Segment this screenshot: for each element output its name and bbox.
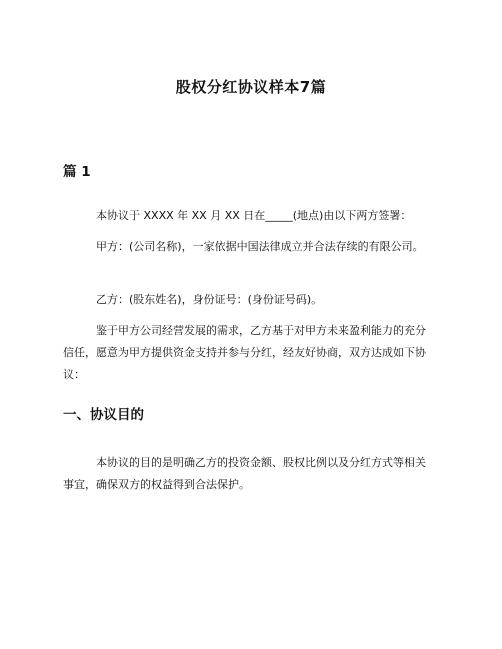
document-title: 股权分红协议样本7篇 [175, 78, 327, 96]
signing-paragraph: 本协议于 XXXX 年 XX 月 XX 日在_____(地点)由以下两方签署： [96, 209, 412, 222]
part-heading: 篇 1 [63, 164, 91, 180]
party-b-paragraph: 乙方：(股东姓名)，身份证号：(身份证号码)。 [96, 293, 323, 306]
party-a-paragraph: 甲方：(公司名称)，一家依据中国法律成立并合法存续的有限公司。 [96, 240, 424, 253]
section-heading-purpose: 一、协议目的 [63, 407, 144, 423]
preamble-paragraph: 鉴于甲方公司经营发展的需求，乙方基于对甲方未来盈利能力的充分信任，愿意为甲方提供资金支持并参与分红，经友好协商，双方达成如下协议： [63, 324, 426, 381]
purpose-paragraph: 本协议的目的是明确乙方的投资金额、股权比例以及分红方式等相关事宜，确保双方的权益得到合法保护。 [63, 456, 426, 491]
